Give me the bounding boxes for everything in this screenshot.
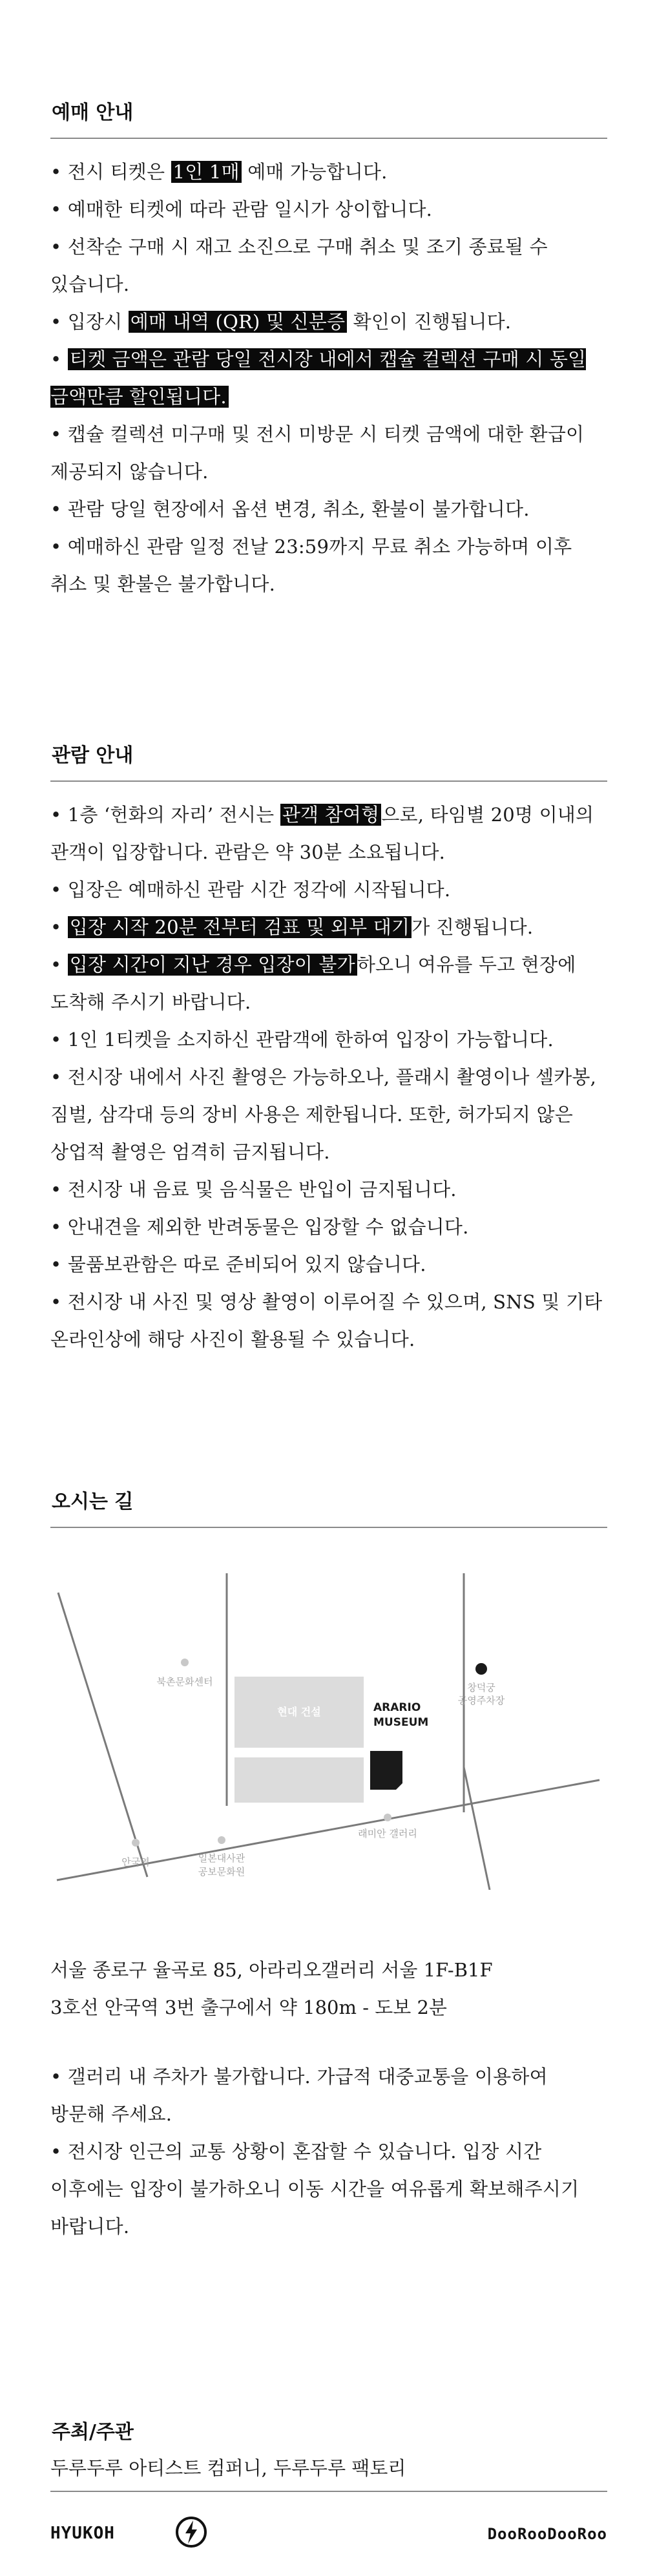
- booking-item: • 관람 당일 현장에서 옵션 변경, 취소, 환불이 불가합니다.: [50, 498, 530, 520]
- japan-marker: [218, 1836, 225, 1844]
- bukchon-label: 북촌문화센터: [156, 1676, 213, 1688]
- viewing-item: • 물품보관함은 따로 준비되어 있지 않습니다.: [50, 1253, 426, 1275]
- booking-item: • 예매한 티켓에 따라 관람 일시가 상이합니다.: [50, 198, 433, 220]
- fragment-lightning-logo-icon: [174, 2515, 208, 2549]
- viewing-item: • 안내견을 제외한 반려동물은 입장할 수 없습니다.: [50, 1216, 469, 1238]
- booking-item: • 티켓 금액은 관람 당일 전시장 내에서 캡슐 컬렉션 구매 시 동일 금액만큼 할인됩니다.: [50, 348, 587, 408]
- highlight-text: 관객 참여형: [280, 804, 382, 826]
- map-road: [58, 1593, 150, 1877]
- booking-divider: [50, 138, 607, 139]
- viewing-item: • 입장 시간이 지난 경우 입장이 불가 하오니 여유를 두고 현장에 도착해 주시기 바랍니다.: [50, 954, 576, 1013]
- directions-note-item: • 갤러리 내 주차가 불가합니다. 가급적 대중교통을 이용하여 방문해 주세요.: [50, 2066, 548, 2125]
- directions-notes: [50, 2058, 607, 2245]
- booking-list: [50, 153, 607, 603]
- directions-title: 오시는 길: [52, 1491, 134, 1513]
- arario-label-2: MUSEUM: [373, 1716, 429, 1729]
- booking-item: • 예매하신 관람 일정 전날 23:59까지 무료 취소 가능하며 이후 취소 및 환불은 불가합니다.: [50, 536, 572, 595]
- booking-section: [50, 100, 607, 603]
- hyundai-building-2: [234, 1757, 364, 1803]
- lamian-label: 래미안 갤러리: [358, 1828, 417, 1839]
- address-block: [50, 1951, 607, 2026]
- viewing-divider: [50, 780, 607, 782]
- host-title: 주최/주관: [52, 2421, 134, 2444]
- highlight-text: 티켓 금액은 관람 당일 전시장 내에서 캡슐 컬렉션 구매 시 동일 금액만큼 할인됩니다.: [50, 348, 587, 408]
- address-text: 서울 종로구 율곡로 85, 아라리오갤러리 서울 1F-B1F: [50, 1959, 493, 1981]
- doroodooroo-logo: DooRooDooRoo: [487, 2525, 607, 2543]
- japan-label-1: 일본대사관: [198, 1852, 245, 1864]
- bukchon-marker: [181, 1659, 189, 1666]
- booking-item: • 선착순 구매 시 재고 소진으로 구매 취소 및 조기 종료될 수 있습니다.: [50, 236, 548, 295]
- directions-note-item: • 전시장 인근의 교통 상황이 혼잡할 수 있습니다. 입장 시간 이후에는 입장이 불가하오니 이동 시간을 여유롭게 확보해주시기 바랍니다.: [50, 2141, 579, 2237]
- host-section: [50, 2420, 607, 2487]
- location-map: [50, 1573, 607, 1890]
- highlight-text: 예매 내역 (QR) 및 신분증: [129, 311, 347, 333]
- viewing-item: • 입장 시작 20분 전부터 검표 및 외부 대기 가 진행됩니다.: [50, 916, 534, 938]
- highlight-text: 입장 시간이 지난 경우 입장이 불가: [68, 954, 357, 976]
- hyukoh-logo: HYUKOH: [50, 2524, 115, 2543]
- hyundai-label: 현대 건설: [277, 1706, 321, 1718]
- subway-text: 3호선 안국역 3번 출구에서 약 180m - 도보 2분: [50, 1996, 447, 2018]
- japan-label-2: 공보문화원: [198, 1866, 245, 1878]
- notes-list: [50, 2058, 607, 2245]
- highlight-text: 입장 시작 20분 전부터 검표 및 외부 대기: [68, 916, 412, 938]
- lamian-marker: [384, 1814, 391, 1821]
- booking-item: • 입장시 예매 내역 (QR) 및 신분증 확인이 진행됩니다.: [50, 311, 512, 333]
- viewing-item: • 전시장 내에서 사진 촬영은 가능하오나, 플래시 촬영이나 셀카봉, 짐벌, 삼각대 등의 장비 사용은 제한됩니다. 또한, 허가되지 않은 상업적 촬영은 엄격히 금지됩니다.: [50, 1066, 597, 1163]
- booking-title: 예매 안내: [52, 101, 134, 124]
- arario-museum-building: [370, 1751, 402, 1790]
- map-road: [464, 1767, 490, 1890]
- booking-item: • 캡슐 컬렉션 미구매 및 전시 미방문 시 티켓 금액에 대한 환급이 제공되지 않습니다.: [50, 423, 585, 483]
- parking-marker: [475, 1663, 487, 1675]
- footer-divider: [50, 2491, 607, 2492]
- directions-section: [50, 1489, 607, 1528]
- viewing-title: 관람 안내: [52, 744, 134, 767]
- anguk-marker: [132, 1839, 140, 1847]
- highlight-text: 1인 1매: [171, 161, 242, 183]
- arario-label-1: ARARIO: [373, 1701, 421, 1714]
- viewing-item: • 전시장 내 사진 및 영상 촬영이 이루어질 수 있으며, SNS 및 기타 온라인상에 해당 사진이 활용될 수 있습니다.: [50, 1291, 603, 1350]
- viewing-list: [50, 796, 607, 1358]
- viewing-item: • 전시장 내 음료 및 음식물은 반입이 금지됩니다.: [50, 1178, 457, 1200]
- viewing-item: • 입장은 예매하신 관람 시간 정각에 시작됩니다.: [50, 879, 451, 901]
- booking-item: • 전시 티켓은 1인 1매 예매 가능합니다.: [50, 161, 388, 183]
- viewing-section: [50, 743, 607, 1358]
- directions-divider: [50, 1527, 607, 1528]
- host-text: 두루두루 아티스트 컴퍼니, 두루두루 팩토리: [50, 2457, 406, 2479]
- anguk-label: 안국역: [121, 1856, 150, 1868]
- parking-label-2: 공영주차장: [457, 1695, 505, 1706]
- viewing-item: • 1층 ‘헌화의 자리’ 전시는 관객 참여형 으로, 타임별 20명 이내의 관객이 입장합니다. 관람은 약 30분 소요됩니다.: [50, 804, 594, 863]
- viewing-item: • 1인 1티켓을 소지하신 관람객에 한하여 입장이 가능합니다.: [50, 1029, 554, 1051]
- parking-label-1: 창덕궁: [467, 1682, 495, 1693]
